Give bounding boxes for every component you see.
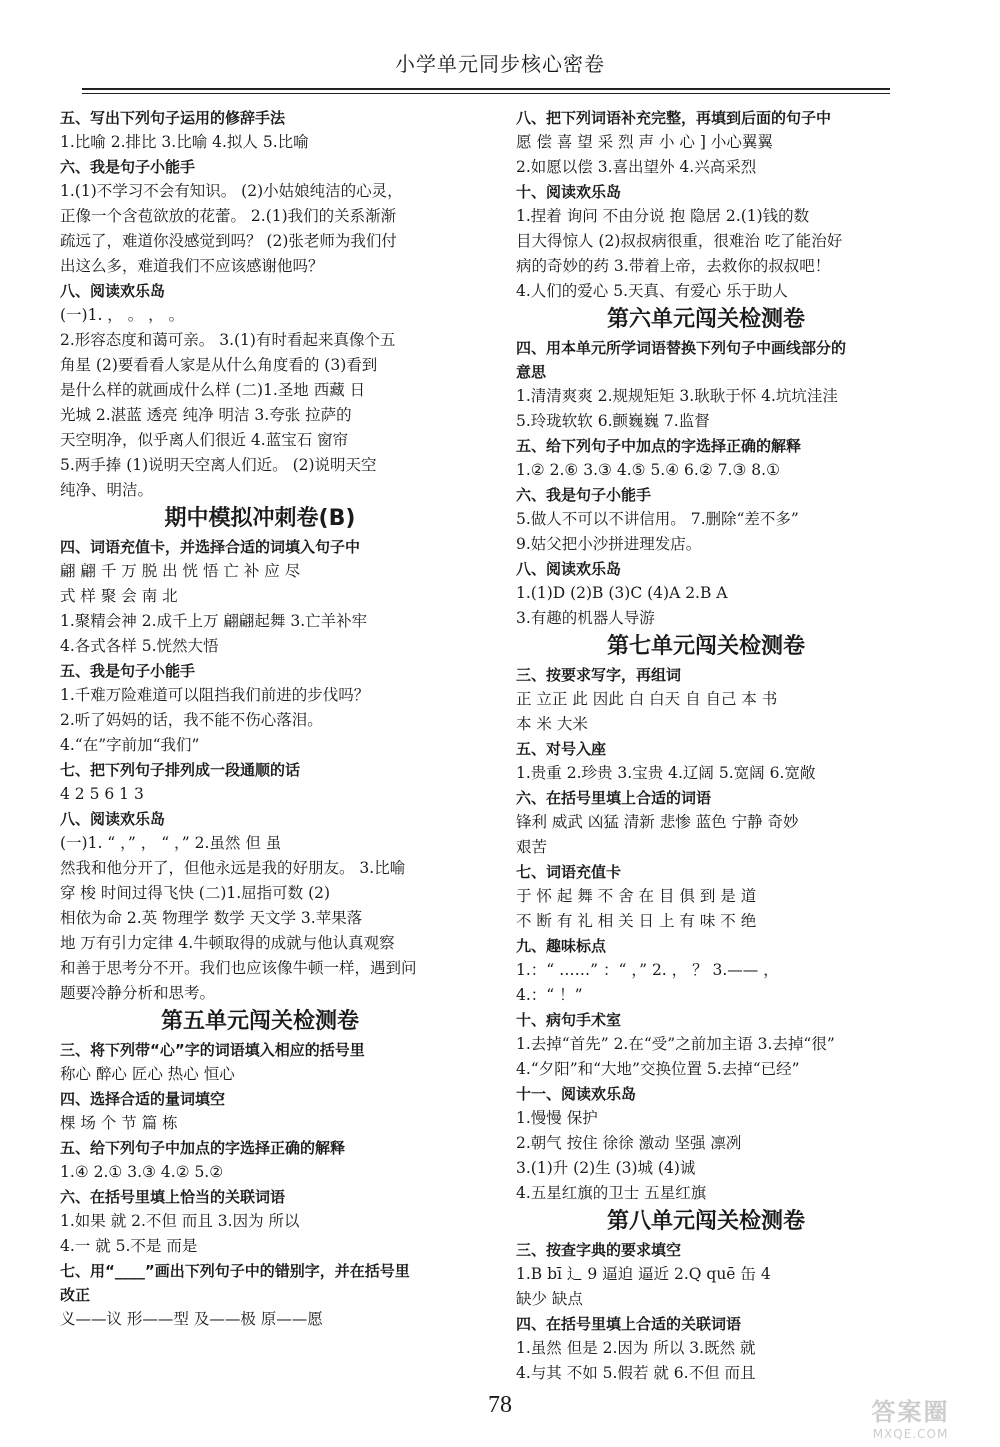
answer-line: 出这么多，难道我们不应该感谢他吗？ xyxy=(60,257,324,275)
answer-line: 正像一个含苞欲放的花蕾。 2.(1)我们的关系渐渐 xyxy=(60,207,397,225)
answer-line: 1.比喻 2.排比 3.比喻 4.拟人 5.比喻 xyxy=(60,133,309,151)
answer-line: 愿 偿 喜 望 采 烈 声 小 心 ] 小心翼翼 xyxy=(516,133,773,151)
section-heading: 十、阅读欢乐岛 xyxy=(516,183,622,201)
section-heading: 七、词语充值卡 xyxy=(516,863,622,881)
section-heading: 七、把下列句子排列成一段通顺的话 xyxy=(60,761,301,779)
answer-line: 4.：“ ！” xyxy=(516,986,583,1004)
answer-line: 棵 场 个 节 篇 栋 xyxy=(60,1114,178,1132)
right-column xyxy=(516,106,896,1386)
section-heading: 十、病句手术室 xyxy=(516,1011,622,1029)
answer-line: 1.：“ ……” ：“ ，” 2. ， ？ 3.—— ， xyxy=(516,961,779,979)
section-heading: 六、在括号里填上恰当的关联词语 xyxy=(60,1188,286,1206)
answer-line: 纯净、明洁。 xyxy=(60,481,154,499)
section-heading: 七、用“____”画出下列句子中的错别字，并在括号里 xyxy=(60,1262,410,1280)
answer-line: 和善于思考分不开。我们也应该像牛顿一样，遇到问 xyxy=(60,959,417,977)
section-heading: 四、用本单元所学词语替换下列句子中画线部分的 xyxy=(516,339,847,357)
answer-line: 4.与其 不如 5.假若 就 6.不但 而且 xyxy=(516,1364,756,1382)
answer-line: 1.去掉“首先” 2.在“受”之前加主语 3.去掉“很” xyxy=(516,1035,835,1053)
answer-line: 2.听了妈妈的话，我不能不伤心落泪。 xyxy=(60,711,323,729)
section-heading: 三、将下列带“心”字的词语填入相应的括号里 xyxy=(60,1041,365,1059)
answer-line: 4.人们的爱心 5.天真、有爱心 乐于助人 xyxy=(516,282,788,300)
section-heading: 五、给下列句子中加点的字选择正确的解释 xyxy=(60,1139,346,1157)
header-rule-thick xyxy=(82,88,890,90)
answer-line: 义——议 形——型 及——极 原——愿 xyxy=(60,1310,323,1328)
answer-line: 于 怀 起 舞 不 舍 在 目 俱 到 是 道 xyxy=(516,887,757,905)
answer-line: 题要冷静分析和思考。 xyxy=(60,984,216,1002)
answer-line: 目大得惊人 (2)叔叔病很重，很难治 吃了能治好 xyxy=(516,232,843,250)
answer-line: 1.B bī 辶 9 逼迫 逼近 2.Q quē 缶 4 xyxy=(516,1265,771,1283)
answer-line: 天空明净，似乎离人们很近 4.蓝宝石 窗帘 xyxy=(60,431,349,449)
answer-line: 式 样 聚 会 南 北 xyxy=(60,587,178,605)
answer-line: 1.清清爽爽 2.规规矩矩 3.耿耿于怀 4.坑坑洼洼 xyxy=(516,387,838,405)
answer-line: 4.一 就 5.不是 而是 xyxy=(60,1237,198,1255)
answer-line: 疏远了，难道你没感觉到吗？ (2)张老师为我们付 xyxy=(60,232,397,250)
answer-line: 5.两手捧 (1)说明天空离人们近。 (2)说明天空 xyxy=(60,456,377,474)
section-heading: 五、写出下列句子运用的修辞手法 xyxy=(60,109,286,127)
answer-line: 艰苦 xyxy=(516,838,548,856)
answer-line: 5.做人不可以不讲信用。 7.删除“差不多” xyxy=(516,510,799,528)
answer-line: 称心 醉心 匠心 热心 恒心 xyxy=(60,1065,235,1083)
left-column xyxy=(60,106,460,1332)
section-heading: 六、我是句子小能手 xyxy=(60,158,196,176)
test-title: 期中模拟冲刺卷(B) xyxy=(164,506,356,531)
answer-line: 2.朝气 按住 徐徐 激动 坚强 凛冽 xyxy=(516,1134,742,1152)
answer-line: 1.如果 就 2.不但 而且 3.因为 所以 xyxy=(60,1212,300,1230)
watermark-main: 答案圈 xyxy=(871,1398,950,1426)
section-heading: 五、给下列句子中加点的字选择正确的解释 xyxy=(516,437,802,455)
section-heading: 八、阅读欢乐岛 xyxy=(60,282,166,300)
answer-line: 4.“夕阳”和“大地”交换位置 5.去掉“已经” xyxy=(516,1060,800,1078)
answer-line: 3.有趣的机器人导游 xyxy=(516,609,655,627)
answer-line: 3.(1)升 (2)生 (3)城 (4)诚 xyxy=(516,1159,696,1177)
page-number: 78 xyxy=(488,1392,512,1418)
answer-line: 锋利 威武 凶猛 清新 悲惨 蓝色 宁静 奇妙 xyxy=(516,813,799,831)
answer-line: 不 断 有 礼 相 关 日 上 有 味 不 绝 xyxy=(516,912,757,930)
section-heading: 六、我是句子小能手 xyxy=(516,486,652,504)
test-title: 第六单元闯关检测卷 xyxy=(606,307,805,332)
answer-line: 4 2 5 6 1 3 xyxy=(60,785,144,803)
answer-line: 1.(1)D (2)B (3)C (4)A 2.B A xyxy=(516,584,728,602)
test-title: 第七单元闯关检测卷 xyxy=(606,634,805,659)
answer-line: 2.形容态度和蔼可亲。 3.(1)有时看起来真像个五 xyxy=(60,331,396,349)
answer-line: 1.贵重 2.珍贵 3.宝贵 4.辽阔 5.宽阔 6.宽敞 xyxy=(516,764,816,782)
section-heading: 三、按要求写字，再组词 xyxy=(516,666,682,684)
answer-line: 1.捏着 询问 不由分说 抱 隐居 2.(1)钱的数 xyxy=(516,207,810,225)
page-header: 小学单元同步核心密卷 xyxy=(395,52,605,76)
answer-line: 相依为命 2.英 物理学 数学 天文学 3.苹果落 xyxy=(60,909,363,927)
watermark-logo xyxy=(828,1392,993,1444)
answer-line: 4.五星红旗的卫士 五星红旗 xyxy=(516,1184,707,1202)
answer-line: 1.千难万险难道可以阻挡我们前进的步伐吗？ xyxy=(60,686,370,704)
header-rule-thin xyxy=(82,93,890,94)
section-heading: 八、阅读欢乐岛 xyxy=(516,560,622,578)
answer-line: 缺少 缺点 xyxy=(516,1290,583,1308)
answer-line: 病的奇妙的药 3.带着上帝，去救你的叔叔吧！ xyxy=(516,257,831,275)
answer-line: 穿 梭 时间过得飞快 (二)1.屈指可数 (2) xyxy=(60,884,331,902)
section-heading: 四、选择合适的量词填空 xyxy=(60,1090,226,1108)
section-heading: 九、趣味标点 xyxy=(516,937,607,955)
section-heading: 五、我是句子小能手 xyxy=(60,662,196,680)
answer-line: 光城 2.湛蓝 透亮 纯净 明洁 3.夸张 拉萨的 xyxy=(60,406,352,424)
answer-line: 2.如愿以偿 3.喜出望外 4.兴高采烈 xyxy=(516,158,757,176)
section-heading: 四、词语充值卡，并选择合适的词填入句子中 xyxy=(60,538,361,556)
answer-line: 翩 翩 千 万 脱 出 恍 悟 亡 补 应 尽 xyxy=(60,562,301,580)
answer-line: (一)1. ， 。 ， 。 xyxy=(60,306,185,324)
section-heading: 五、对号入座 xyxy=(516,740,607,758)
answer-line: 1.虽然 但是 2.因为 所以 3.既然 就 xyxy=(516,1339,756,1357)
answer-line: 4.各式各样 5.恍然大悟 xyxy=(60,637,219,655)
answer-line: 然我和他分开了，但他永远是我的好朋友。 3.比喻 xyxy=(60,859,406,877)
section-heading: 四、在括号里填上合适的关联词语 xyxy=(516,1315,742,1333)
test-title: 第五单元闯关检测卷 xyxy=(160,1009,359,1034)
section-heading: 改正 xyxy=(60,1286,91,1304)
answer-line: 1.聚精会神 2.成千上万 翩翩起舞 3.亡羊补牢 xyxy=(60,612,368,630)
answer-line: 1.慢慢 保护 xyxy=(516,1109,598,1127)
section-heading: 八、阅读欢乐岛 xyxy=(60,810,166,828)
section-heading: 六、在括号里填上合适的词语 xyxy=(516,789,712,807)
section-heading: 三、按查字典的要求填空 xyxy=(516,1241,682,1259)
answer-line: 1.(1)不学习不会有知识。 (2)小姑娘纯洁的心灵， xyxy=(60,182,403,200)
answer-line: 角星 (2)要看看人家是从什么角度看的 (3)看到 xyxy=(60,356,378,374)
answer-line: 4.“在”字前加“我们” xyxy=(60,736,200,754)
answer-line: 9.姑父把小沙拼进理发店。 xyxy=(516,535,702,553)
section-heading: 八、把下列词语补充完整，再填到后面的句子中 xyxy=(516,109,832,127)
section-heading: 十一、阅读欢乐岛 xyxy=(516,1085,637,1103)
watermark-sub: MXQE.COM xyxy=(872,1427,949,1441)
answer-line: 本 米 大米 xyxy=(516,715,588,733)
answer-line: 1.④ 2.① 3.③ 4.② 5.② xyxy=(60,1163,224,1181)
answer-line: (一)1. “ ，” ， “ ，” 2.虽然 但 虽 xyxy=(60,834,282,852)
answer-line: 正 立正 此 因此 白 白天 自 自己 本 书 xyxy=(516,690,778,708)
answer-line: 1.② 2.⑥ 3.③ 4.⑤ 5.④ 6.② 7.③ 8.① xyxy=(516,461,780,479)
answer-line: 5.玲珑软软 6.颤巍巍 7.监督 xyxy=(516,412,710,430)
test-title: 第八单元闯关检测卷 xyxy=(606,1209,805,1234)
section-heading: 意思 xyxy=(516,363,547,381)
answer-line: 地 万有引力定律 4.牛顿取得的成就与他认真观察 xyxy=(60,934,395,952)
answer-line: 是什么样的就画成什么样 (二)1.圣地 西藏 日 xyxy=(60,381,366,399)
